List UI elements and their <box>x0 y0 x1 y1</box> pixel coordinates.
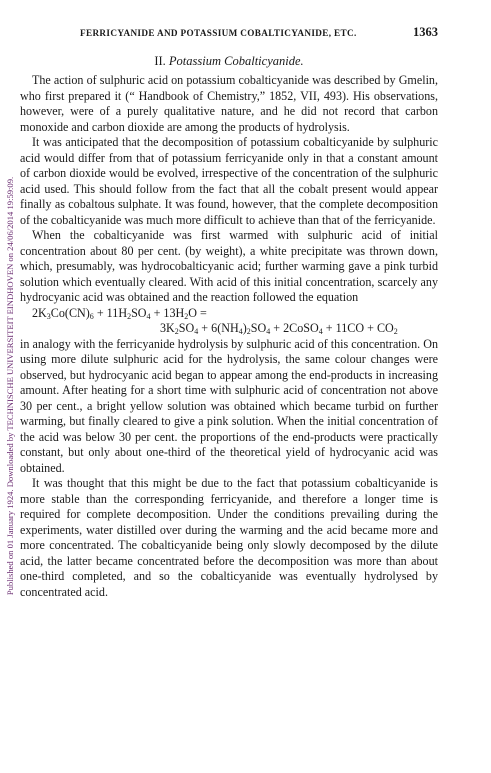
page-number: 1363 <box>413 25 438 39</box>
subscript: 4 <box>238 327 243 336</box>
subscript: 6 <box>89 311 94 321</box>
section-title: Potassium Cobalticyanide. <box>168 54 304 68</box>
download-sidebar <box>0 0 20 773</box>
equation-line-1: $2K_3Co(CN)_6 + 11H_2SO_4 + 13H_2O$ = <box>32 305 207 321</box>
equation-line-2: $3K_2SO_4 + 6(NH_4)_2SO_4$ + 2CoSO$_4$ + $11CO + CO_2$ <box>160 321 398 336</box>
subscript: 4 <box>318 327 323 336</box>
subscript: 4 <box>146 311 151 321</box>
subscript: 2 <box>393 327 398 336</box>
paragraph-2: It was anticipated that the decomposition of potassium cobalticyanide by sulphuric acid would differ from that of potassium ferricyanide only in that a constant amount of carbon dioxide would be evolved, irrespective of the concentration of the sulphuric acid used. This should follow from the fact that all the cobalt present would appear finally as cobaltous sulphate. It was found, however, that the complete decomposition of the cobalticyanide was much more difficult to achieve than that of the ferricyanide. <box>20 135 438 227</box>
subscript: 3 <box>46 311 51 321</box>
subscript: 2 <box>184 311 189 321</box>
subscript: 2 <box>246 327 251 336</box>
download-note: Published on 01 January 1924. Downloaded by TECHNISCHE UNIVERSITEIT EINDHOVEN on 24/06/2014 19:59:09. <box>5 176 15 596</box>
paragraph-3: When the cobalticyanide was first warmed with sulphuric acid of initial concentration about 80 per cent. (by weight), a white precipitate was thrown down, which, presumably, was hydrocobalticyanic acid; further warming gave a pink turbid solution which eventually cleared. With acid of this initial concentration, scarcely any hydrocyanic acid was obtained and the reaction followed the equation <box>20 228 438 304</box>
section-number: II. <box>154 54 166 68</box>
paragraph-1: The action of sulphuric acid on potassium cobalticyanide was described by Gmelin, who first prepared it (“ Handbook of Chemistry,” 1852, VII, 493). His observations, however, were of a purely qualitative nature, and he did not record that carbon monoxide and carbon dioxide are among the products of hydrolysis. <box>20 73 438 134</box>
running-title: FERRICYANIDE AND POTASSIUM COBALTICYANIDE, ETC. <box>80 28 357 38</box>
running-head <box>20 25 438 40</box>
subscript: 2 <box>127 311 132 321</box>
body-text <box>20 73 438 600</box>
paragraph-4: in analogy with the ferricyanide hydrolysis by sulphuric acid of this concentration. On using more dilute sulphuric acid for the hydrolysis, the same colour changes were observed, but hydrocyanic acid began to appear among the end-products in increasing amount. After heating for a short time with sulphuric acid of concentration not above 30 per cent., a bright yellow solution was obtained which became turbid on further warming, but finally cleared to give a pink solution. When the initial concentration of the acid was below 30 per cent. the proportions of the end-products were practically constant, but only about one-third of the theoretical yield of hydrocyanic acid was obtained. <box>20 336 438 475</box>
section-heading <box>20 54 438 69</box>
subscript: 2 <box>174 327 179 336</box>
subscript: 4 <box>266 327 271 336</box>
subscript: 4 <box>194 327 199 336</box>
paragraph-5: It was thought that this might be due to the fact that potassium cobalticyanide is more stable than the corresponding ferricyanide, and therefore a longer time is required for complete decomposition. Under the conditions prevailing during the experiments, water distilled over during the warming and the acid became more and more concentrated. The cobalticyanide being only slowly decomposed by the dilute acid, the latter became concentrated before the decomposition was more than about one-third completed, and so the cobalticyanide was eventually hydrolysed by concentrated acid. <box>20 476 438 599</box>
